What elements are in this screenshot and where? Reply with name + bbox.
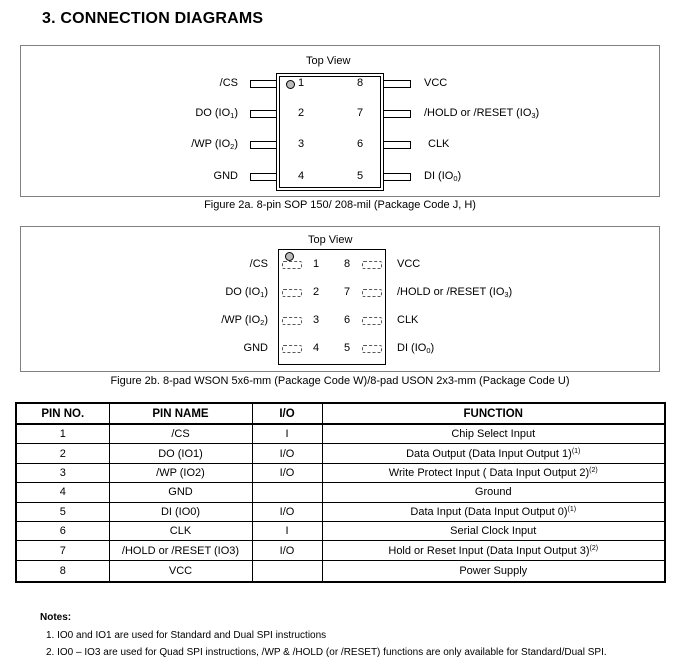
pad-outline bbox=[282, 261, 302, 269]
table-row bbox=[16, 483, 665, 502]
table-row bbox=[16, 502, 665, 521]
pin1-marker-icon bbox=[286, 80, 295, 89]
pin-label-right: CLK bbox=[428, 138, 450, 150]
pin-label-left: GND bbox=[213, 170, 238, 182]
pin-io: I bbox=[252, 424, 322, 444]
pin1-marker-icon bbox=[285, 252, 294, 261]
function-text: Chip Select Input bbox=[451, 428, 536, 441]
figure-2b-top-view: Top View bbox=[308, 234, 353, 246]
pin-label-right: /HOLD or /RESET $(IO_3)$ bbox=[397, 286, 513, 299]
pin-no: 3 bbox=[16, 463, 109, 482]
pin-name: VCC bbox=[109, 560, 252, 582]
table-row bbox=[16, 463, 665, 482]
pin-number: 4 bbox=[298, 170, 305, 182]
pad-outline bbox=[282, 289, 302, 297]
pin-number: 8 bbox=[357, 77, 364, 89]
function-text: Ground bbox=[474, 486, 512, 499]
figure-2b-caption: Figure 2b. 8-pad WSON 5x6-mm (Package Code W)/8-pad USON 2x3-mm (Package Code U) bbox=[110, 375, 570, 387]
header-io: I/O bbox=[252, 403, 322, 424]
table-row bbox=[16, 560, 665, 582]
pin-lead bbox=[383, 141, 411, 149]
pin-number: 4 bbox=[313, 342, 320, 354]
pad-outline bbox=[282, 345, 302, 353]
pin-label-left: /WP $(IO_2)$ bbox=[191, 138, 238, 151]
pin-number: 2 bbox=[313, 286, 320, 298]
pin-label-left: /CS bbox=[249, 258, 268, 270]
function-text: Serial Clock Input bbox=[450, 525, 537, 538]
pin-label-left: DO $(IO_1)$ bbox=[195, 107, 238, 120]
pin-label-right: VCC bbox=[424, 77, 448, 89]
pin-label-right: DI $(IO_0)$ bbox=[424, 170, 462, 183]
pin-label-right: VCC bbox=[397, 258, 421, 270]
pin-function bbox=[322, 521, 665, 540]
table-row bbox=[16, 521, 665, 540]
function-text: Power Supply bbox=[459, 564, 528, 577]
pin-lead bbox=[383, 80, 411, 88]
pin-name: /HOLD or /RESET (IO3) bbox=[109, 541, 252, 560]
pin-label-left: /WP $(IO_2)$ bbox=[221, 314, 268, 327]
pad-outline bbox=[282, 317, 302, 325]
pin-no: 4 bbox=[16, 483, 109, 502]
pin-function bbox=[322, 541, 665, 560]
footnote-ref: (2) bbox=[589, 544, 599, 552]
pad-outline bbox=[362, 317, 382, 325]
pin-no: 2 bbox=[16, 444, 109, 463]
section-title: 3. CONNECTION DIAGRAMS bbox=[42, 10, 264, 27]
note-1: 1. IO0 and IO1 are used for Standard and Dual SPI instructions bbox=[46, 630, 327, 641]
pin-label-right: CLK bbox=[397, 314, 419, 326]
pin-label-right: /HOLD or /RESET $(IO_3)$ bbox=[424, 107, 540, 120]
footnote-ref: (1) bbox=[571, 447, 581, 455]
pin-no: 5 bbox=[16, 502, 109, 521]
pin-function bbox=[322, 502, 665, 521]
figure-2a-caption: Figure 2a. 8-pin SOP 150/ 208-mil (Package Code J, H) bbox=[204, 199, 476, 211]
pin-label-left: GND bbox=[243, 342, 268, 354]
pin-io: I/O bbox=[252, 444, 322, 463]
pin-number: 5 bbox=[357, 170, 364, 182]
pad-outline bbox=[362, 289, 382, 297]
pin-number: 6 bbox=[357, 138, 364, 150]
pin-name: DI (IO0) bbox=[109, 502, 252, 521]
pin-io: I bbox=[252, 521, 322, 540]
notes-heading: Notes: bbox=[40, 612, 72, 623]
pin-lead bbox=[383, 173, 411, 181]
pin-number: 2 bbox=[298, 107, 305, 119]
pin-function bbox=[322, 444, 665, 463]
pin-name: GND bbox=[109, 483, 252, 502]
pin-number: 7 bbox=[357, 107, 364, 119]
pin-no: 1 bbox=[16, 424, 109, 444]
note-2: 2. IO0 – IO3 are used for Quad SPI instructions, /WP & /HOLD (or /RESET) functions are only available for Standard/Dual SPI. bbox=[46, 647, 607, 658]
pin-function bbox=[322, 463, 665, 482]
function-text: Data Input (Data Input Output 0) bbox=[410, 505, 568, 518]
pin-io: I/O bbox=[252, 541, 322, 560]
pin-no: 6 bbox=[16, 521, 109, 540]
pin-lead bbox=[250, 110, 277, 118]
pin-label-right: DI $(IO_0)$ bbox=[397, 342, 435, 355]
pin-name: /CS bbox=[109, 424, 252, 444]
pin-io bbox=[252, 560, 322, 582]
header-pin-name: PIN NAME bbox=[109, 403, 252, 424]
pad-outline bbox=[362, 261, 382, 269]
pin-number: 7 bbox=[344, 286, 351, 298]
function-text: Write Protect Input ( Data Input Output 2) bbox=[388, 466, 590, 479]
pin-number: 8 bbox=[344, 258, 351, 270]
function-text: Data Output (Data Input Output 1) bbox=[406, 447, 572, 460]
figure-2a-top-view: Top View bbox=[306, 55, 351, 67]
pad-outline bbox=[362, 345, 382, 353]
pin-number: 1 bbox=[313, 258, 320, 270]
pin-function bbox=[322, 424, 665, 444]
pin-function bbox=[322, 560, 665, 582]
pin-number: 1 bbox=[298, 77, 305, 89]
pin-lead bbox=[250, 80, 277, 88]
table-row bbox=[16, 424, 665, 444]
pin-number: 3 bbox=[313, 314, 320, 326]
pin-name: CLK bbox=[109, 521, 252, 540]
pin-description-table bbox=[15, 402, 666, 583]
footnote-ref: (2) bbox=[589, 466, 598, 474]
footnote-ref: (1) bbox=[567, 505, 577, 513]
header-function: FUNCTION bbox=[322, 403, 665, 424]
pin-no: 8 bbox=[16, 560, 109, 582]
table-row bbox=[16, 541, 665, 560]
pin-name: /WP (IO2) bbox=[109, 463, 252, 482]
pin-lead bbox=[250, 173, 277, 181]
pin-function bbox=[322, 483, 665, 502]
header-pin-no: PIN NO. bbox=[16, 403, 109, 424]
pin-io: I/O bbox=[252, 463, 322, 482]
pin-no: 7 bbox=[16, 541, 109, 560]
sop-package-body bbox=[276, 73, 384, 191]
pin-lead bbox=[250, 141, 277, 149]
pin-number: 6 bbox=[344, 314, 351, 326]
pin-lead bbox=[383, 110, 411, 118]
pin-name: DO (IO1) bbox=[109, 444, 252, 463]
pin-number: 3 bbox=[298, 138, 305, 150]
pin-label-left: DO $(IO_1)$ bbox=[225, 286, 268, 299]
pin-io: I/O bbox=[252, 502, 322, 521]
function-text: Hold or Reset Input (Data Input Output 3) bbox=[388, 544, 590, 557]
pin-number: 5 bbox=[344, 342, 351, 354]
table-row bbox=[16, 444, 665, 463]
pin-io bbox=[252, 483, 322, 502]
pin-label-left: /CS bbox=[219, 77, 238, 89]
